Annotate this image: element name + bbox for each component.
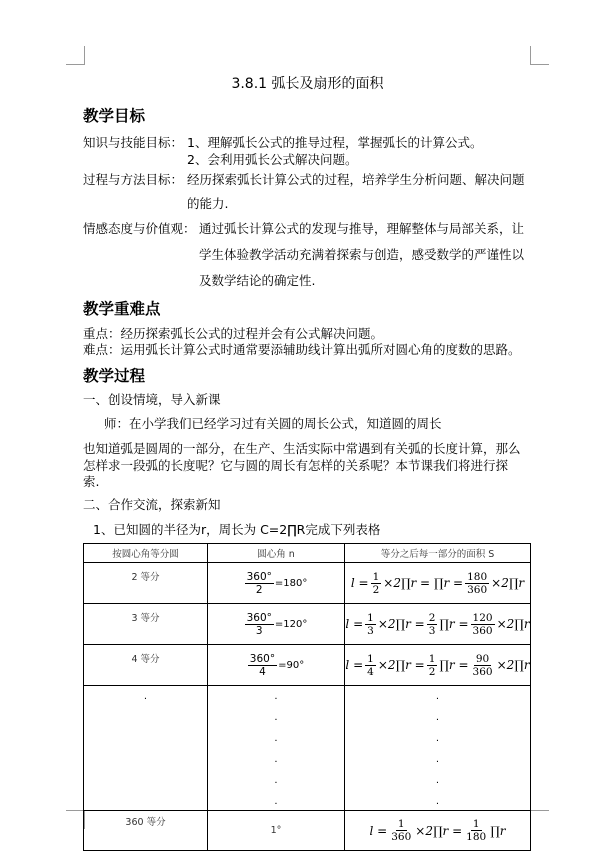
crop-mark-top-left — [66, 46, 85, 65]
row-label: 2 等分 — [84, 563, 208, 604]
formula-cell: l = $\frac{1}{3}$ ×2∏r = $\frac{2}{3}$ ∏r = $\frac{120}{360}$ ×2∏r — [345, 604, 531, 645]
ellipsis-cell: · · · · · · — [208, 686, 345, 811]
table-row-ellipsis — [84, 686, 531, 811]
ellipsis-cell: · · · · · · — [345, 686, 531, 811]
teacher-line: 师：在小学我们已经学习过有关圆的周长公式，知道圆的周长 — [104, 416, 442, 431]
crop-mark-top-right — [530, 46, 549, 65]
table-row — [84, 563, 531, 604]
angle-cell: $\frac{360^\circ}{3}$ =120° — [208, 604, 345, 645]
difficulty: 难点：运用弧长计算公式时通常要添辅助线计算出弧所对圆心角的度数的思路。 — [83, 342, 521, 357]
header-area: 等分之后每一部分的面积 S — [345, 544, 531, 563]
task-one: 1、已知圆的半径为r，周长为 C=2∏R完成下列表格 — [93, 522, 381, 537]
formula-cell: l = $\frac{1}{4}$ ×2∏r = $\frac{1}{2}$ ∏r = $\frac{90}{360}$ ×2∏r — [345, 645, 531, 686]
angle-cell: $\frac{360^\circ}{2}$ =180° — [208, 563, 345, 604]
crop-mark-bottom-right — [530, 810, 549, 829]
paragraph-line-1: 也知道弧是圆周的一部分，在生产、生活实际中常遇到有关弧的长度计算，那么 — [83, 441, 521, 456]
header-angle: 圆心角 n — [208, 544, 345, 563]
heading-objectives: 教学目标 — [83, 107, 146, 125]
knowledge-item-1: 1、理解弧长公式的推导过程，掌握弧长的计算公式。 — [187, 135, 483, 150]
arc-table — [83, 543, 531, 851]
emotion-line-1: 通过弧长计算公式的发现与推导，理解整体与局部关系，让 — [199, 221, 525, 236]
key-point: 重点：经历探索弧长公式的过程并会有公式解决问题。 — [83, 326, 384, 341]
angle-cell: $\frac{360^\circ}{4}$ =90° — [208, 645, 345, 686]
header-division: 按圆心角等分圆 — [84, 544, 208, 563]
table-header-row — [84, 544, 531, 563]
emotion-line-3: 及数学结论的确定性. — [199, 273, 316, 288]
formula-cell: l = $\frac{1}{2}$ ×2∏r = ∏r = $\frac{180}{360}$ ×2∏r — [345, 563, 531, 604]
emotion-line-2: 学生体验教学活动充满着探索与创造，感受数学的严谨性以 — [199, 247, 525, 262]
paragraph-line-3: 索. — [83, 474, 100, 489]
angle-cell: 1° — [208, 811, 345, 851]
ellipsis-cell: · — [84, 686, 208, 811]
emotion-label: 情感态度与价值观： — [83, 221, 196, 236]
paragraph-line-2: 怎样求一段弧的长度呢？它与圆的周长有怎样的关系呢？本节课我们将进行探 — [83, 458, 509, 473]
process-label: 过程与方法目标： — [83, 172, 184, 187]
document-title: 3.8.1 弧长及扇形的面积 — [231, 76, 384, 92]
table-row — [84, 645, 531, 686]
row-label: 3 等分 — [84, 604, 208, 645]
step-one: 一、创设情境，导入新课 — [83, 392, 221, 407]
process-line-1: 经历探索弧长计算公式的过程，培养学生分析问题、解决问题 — [187, 172, 525, 187]
row-label: 4 等分 — [84, 645, 208, 686]
step-two: 二、合作交流，探索新知 — [83, 497, 221, 512]
knowledge-item-2: 2、会利用弧长公式解决问题。 — [187, 152, 358, 167]
process-line-2: 的能力. — [187, 196, 229, 211]
formula-cell: l = $\frac{1}{360}$ ×2∏r = $\frac{1}{180}$ ∏r — [345, 811, 531, 851]
row-label: 360 等分 — [84, 811, 208, 851]
table-row — [84, 604, 531, 645]
knowledge-label: 知识与技能目标： — [83, 135, 184, 150]
heading-key-points: 教学重难点 — [83, 300, 161, 318]
table-row — [84, 811, 531, 851]
heading-process: 教学过程 — [83, 367, 146, 385]
